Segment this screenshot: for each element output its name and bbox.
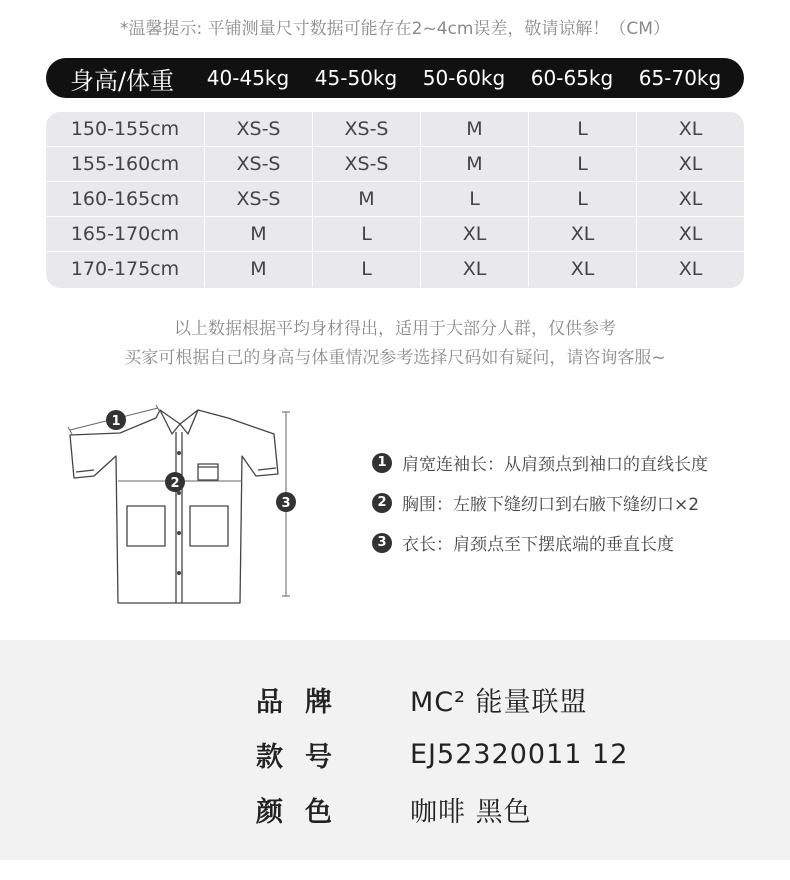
marker-1: 1: [111, 414, 121, 429]
legend-number: 1: [372, 453, 392, 473]
color-row: [256, 790, 532, 829]
note-line-1: 以上数据根据平均身材得出，适用于大部分人群，仅供参考: [174, 319, 616, 339]
color-value: 咖啡 黑色: [410, 797, 532, 828]
height-cell: 160-165cm: [70, 188, 180, 210]
marker-2: 2: [170, 476, 180, 491]
size-cell: M: [204, 217, 312, 251]
table-row: [46, 182, 744, 217]
header-weight: 60-65kg: [530, 66, 614, 90]
size-cell: L: [528, 147, 636, 181]
header-corner: 身高/体重: [69, 66, 175, 95]
size-cell: XL: [528, 252, 636, 287]
legend-text: 肩宽连袖长：从肩颈点到袖口的直线长度: [402, 455, 708, 475]
style-label: 款号: [256, 742, 354, 773]
size-cell: XL: [420, 252, 528, 287]
size-cell: XL: [636, 112, 744, 146]
size-cell: XS-S: [204, 112, 312, 146]
color-label: 颜色: [256, 797, 354, 828]
header-weight: 45-50kg: [314, 66, 398, 90]
table-row: [46, 217, 744, 252]
legend-text: 胸围：左腋下缝纫口到右腋下缝纫口×2: [402, 495, 700, 515]
marker-3: 3: [281, 496, 291, 511]
size-cell: L: [420, 182, 528, 216]
brand-label: 品牌: [256, 687, 354, 718]
header-weight: 40-45kg: [206, 66, 290, 90]
size-cell: XL: [636, 217, 744, 251]
size-cell: M: [312, 182, 420, 216]
style-row: [256, 735, 628, 774]
size-table: [46, 112, 744, 288]
size-cell: XS-S: [204, 147, 312, 181]
brand-row: [256, 680, 588, 719]
size-cell: XS-S: [204, 182, 312, 216]
size-cell: M: [420, 147, 528, 181]
size-cell: XL: [636, 252, 744, 287]
size-cell: L: [528, 182, 636, 216]
brand-value: MC² 能量联盟: [410, 687, 588, 718]
legend-item: [372, 530, 674, 555]
size-cell: XS-S: [312, 147, 420, 181]
size-cell: XL: [420, 217, 528, 251]
legend-item: [372, 450, 708, 475]
size-cell: M: [420, 112, 528, 146]
note-line-2: 买家可根据自己的身高与体重情况参考选择尺码如有疑问，请咨询客服~: [124, 348, 666, 368]
legend-number: 3: [372, 533, 392, 553]
product-info-panel: [0, 640, 790, 860]
legend-item: [372, 490, 699, 515]
size-cell: XL: [636, 182, 744, 216]
size-cell: L: [528, 112, 636, 146]
garment-diagram: [60, 398, 310, 604]
legend-number: 2: [372, 493, 392, 513]
height-cell: 155-160cm: [70, 153, 180, 175]
table-row: [46, 252, 744, 287]
size-cell: L: [312, 217, 420, 251]
style-value: EJ52320011 12: [410, 739, 629, 770]
table-row: [46, 147, 744, 182]
height-cell: 150-155cm: [70, 118, 180, 140]
size-cell: XL: [528, 217, 636, 251]
size-cell: L: [312, 252, 420, 287]
height-cell: 165-170cm: [70, 223, 180, 245]
size-cell: XL: [636, 147, 744, 181]
legend-text: 衣长：肩颈点至下摆底端的垂直长度: [402, 535, 674, 555]
size-cell: XS-S: [312, 112, 420, 146]
measurement-tip: *温馨提示: 平铺测量尺寸数据可能存在2~4cm误差，敬请谅解！（CM）: [120, 19, 670, 39]
height-cell: 170-175cm: [70, 258, 180, 280]
table-row: [46, 112, 744, 147]
header-weight: 65-70kg: [638, 66, 722, 90]
size-table-header: [46, 58, 744, 98]
header-weight: 50-60kg: [422, 66, 506, 90]
size-cell: M: [204, 252, 312, 287]
